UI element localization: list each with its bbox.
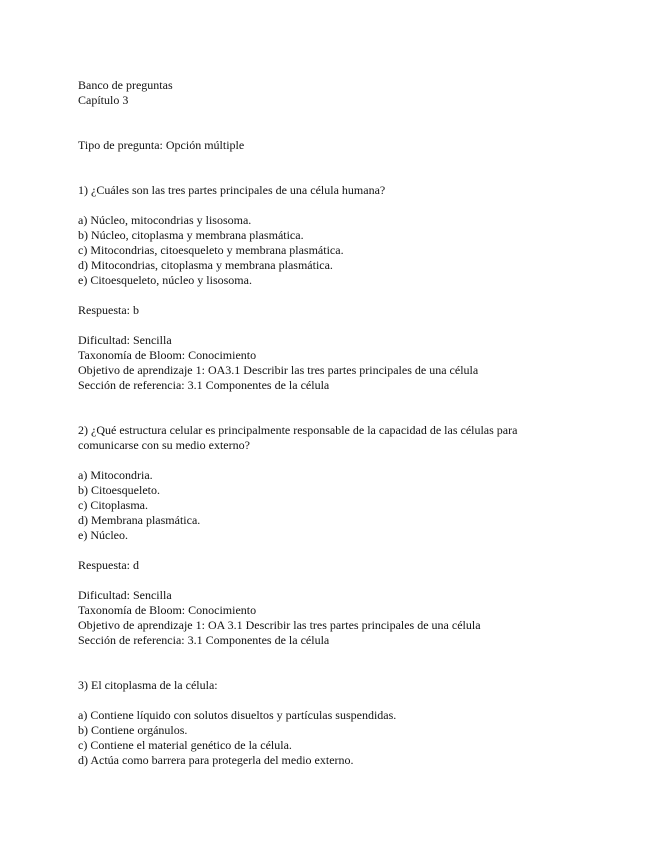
spacer xyxy=(78,288,578,303)
spacer xyxy=(78,153,578,183)
question-block-1 xyxy=(78,183,578,393)
option-a: a) Contiene líquido con solutos disueltos y partículas suspendidas. xyxy=(78,708,397,722)
option-b: b) Contiene orgánulos. xyxy=(78,723,188,737)
bank-title: Banco de preguntas xyxy=(78,78,173,92)
learning-objective: Objetivo de aprendizaje 1: OA3.1 Describir las tres partes principales de una célula xyxy=(78,363,479,377)
option-b: b) Núcleo, citoplasma y membrana plasmática. xyxy=(78,228,304,242)
option-c: c) Citoplasma. xyxy=(78,498,148,512)
spacer xyxy=(78,543,578,558)
spacer xyxy=(78,573,578,588)
question-stem: 3) El citoplasma de la célula: xyxy=(78,678,218,692)
spacer xyxy=(78,693,578,708)
reference-section: Sección de referencia: 3.1 Componentes de la célula xyxy=(78,633,330,647)
option-b: b) Citoesqueleto. xyxy=(78,483,160,497)
option-d: d) Actúa como barrera para protegerla del medio externo. xyxy=(78,753,354,767)
learning-objective: Objetivo de aprendizaje 1: OA 3.1 Describir las tres partes principales de una célula xyxy=(78,618,481,632)
option-c: c) Contiene el material genético de la célula. xyxy=(78,738,292,752)
question-stem: 1) ¿Cuáles son las tres partes principales de una célula humana? xyxy=(78,183,386,197)
reference-section: Sección de referencia: 3.1 Componentes de la célula xyxy=(78,378,330,392)
difficulty: Dificultad: Sencilla xyxy=(78,333,172,347)
question-block-2 xyxy=(78,423,578,648)
spacer xyxy=(78,198,578,213)
option-e: e) Núcleo. xyxy=(78,528,128,542)
question-stem: 2) ¿Qué estructura celular es principalmente responsable de la capacidad de las células para comunicarse con su medio externo? xyxy=(78,423,518,452)
option-c: c) Mitocondrias, citoesqueleto y membrana plasmática. xyxy=(78,243,344,257)
option-e: e) Citoesqueleto, núcleo y lisosoma. xyxy=(78,273,252,287)
answer: Respuesta: b xyxy=(78,303,139,317)
difficulty: Dificultad: Sencilla xyxy=(78,588,172,602)
answer: Respuesta: d xyxy=(78,558,139,572)
spacer xyxy=(78,318,578,333)
document-page xyxy=(78,78,578,768)
question-type: Tipo de pregunta: Opción múltiple xyxy=(78,138,245,152)
bloom-taxonomy: Taxonomía de Bloom: Conocimiento xyxy=(78,348,257,362)
chapter-label: Capítulo 3 xyxy=(78,93,129,107)
spacer xyxy=(78,108,578,138)
spacer xyxy=(78,648,578,678)
question-block-3 xyxy=(78,678,578,768)
option-d: d) Membrana plasmática. xyxy=(78,513,201,527)
spacer xyxy=(78,453,578,468)
bloom-taxonomy: Taxonomía de Bloom: Conocimiento xyxy=(78,603,257,617)
option-a: a) Mitocondria. xyxy=(78,468,153,482)
option-d: d) Mitocondrias, citoplasma y membrana plasmática. xyxy=(78,258,333,272)
option-a: a) Núcleo, mitocondrias y lisosoma. xyxy=(78,213,252,227)
spacer xyxy=(78,393,578,423)
